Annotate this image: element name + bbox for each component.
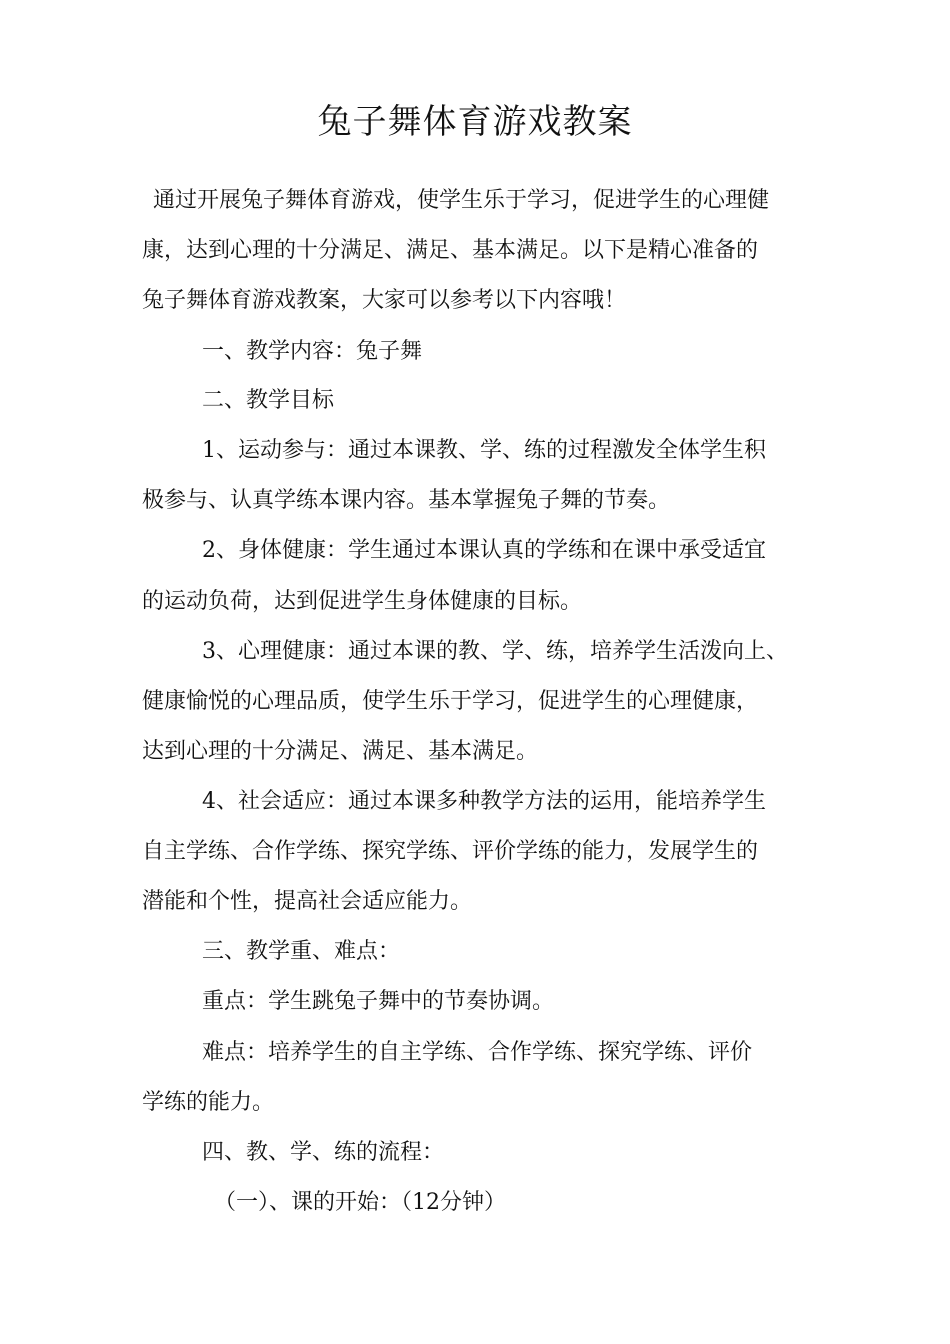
goal-4-line-1: 4、社会适应：通过本课多种教学方法的运用，能培养学生 <box>202 789 766 814</box>
goal-4-line-2: 自主学练、合作学练、探究学练、评价学练的能力，发展学生的 <box>142 839 759 864</box>
section-heading-process: 四、教、学、练的流程： <box>202 1140 445 1165</box>
section-heading-key-points: 三、教学重、难点： <box>202 939 401 964</box>
goal-1-line-1: 1、运动参与：通过本课教、学、练的过程激发全体学生积 <box>202 438 766 463</box>
intro-line-3: 兔子舞体育游戏教案，大家可以参考以下内容哦！ <box>142 288 627 313</box>
section-heading-goals: 二、教学目标 <box>202 388 335 413</box>
goal-2-line-2: 的运动负荷，达到促进学生身体健康的目标。 <box>142 589 583 614</box>
goal-4-line-3: 潜能和个性，提高社会适应能力。 <box>142 889 473 914</box>
goal-3-line-3: 达到心理的十分满足、满足、基本满足。 <box>142 739 539 764</box>
key-point-difficulty-line-1: 难点：培养学生的自主学练、合作学练、探究学练、评价 <box>202 1040 753 1065</box>
process-step-start: （一）、课的开始：（12分钟） <box>214 1190 506 1215</box>
goal-2-line-1: 2、身体健康：学生通过本课认真的学练和在课中承受适宜 <box>202 538 766 563</box>
key-point-difficulty-line-2: 学练的能力。 <box>142 1090 275 1115</box>
key-point-focus: 重点：学生跳兔子舞中的节奏协调。 <box>202 989 555 1014</box>
goal-1-line-2: 极参与、认真学练本课内容。基本掌握兔子舞的节奏。 <box>142 488 671 513</box>
intro-line-1: 通过开展兔子舞体育游戏，使学生乐于学习，促进学生的心理健 <box>153 188 770 213</box>
section-heading-content: 一、教学内容：兔子舞 <box>202 339 423 364</box>
intro-line-2: 康，达到心理的十分满足、满足、基本满足。以下是精心准备的 <box>142 238 759 263</box>
document-title: 兔子舞体育游戏教案 <box>317 102 633 142</box>
goal-3-line-1: 3、心理健康：通过本课的教、学、练，培养学生活泼向上、 <box>202 639 788 664</box>
goal-3-line-2: 健康愉悦的心理品质，使学生乐于学习，促进学生的心理健康， <box>142 689 759 714</box>
